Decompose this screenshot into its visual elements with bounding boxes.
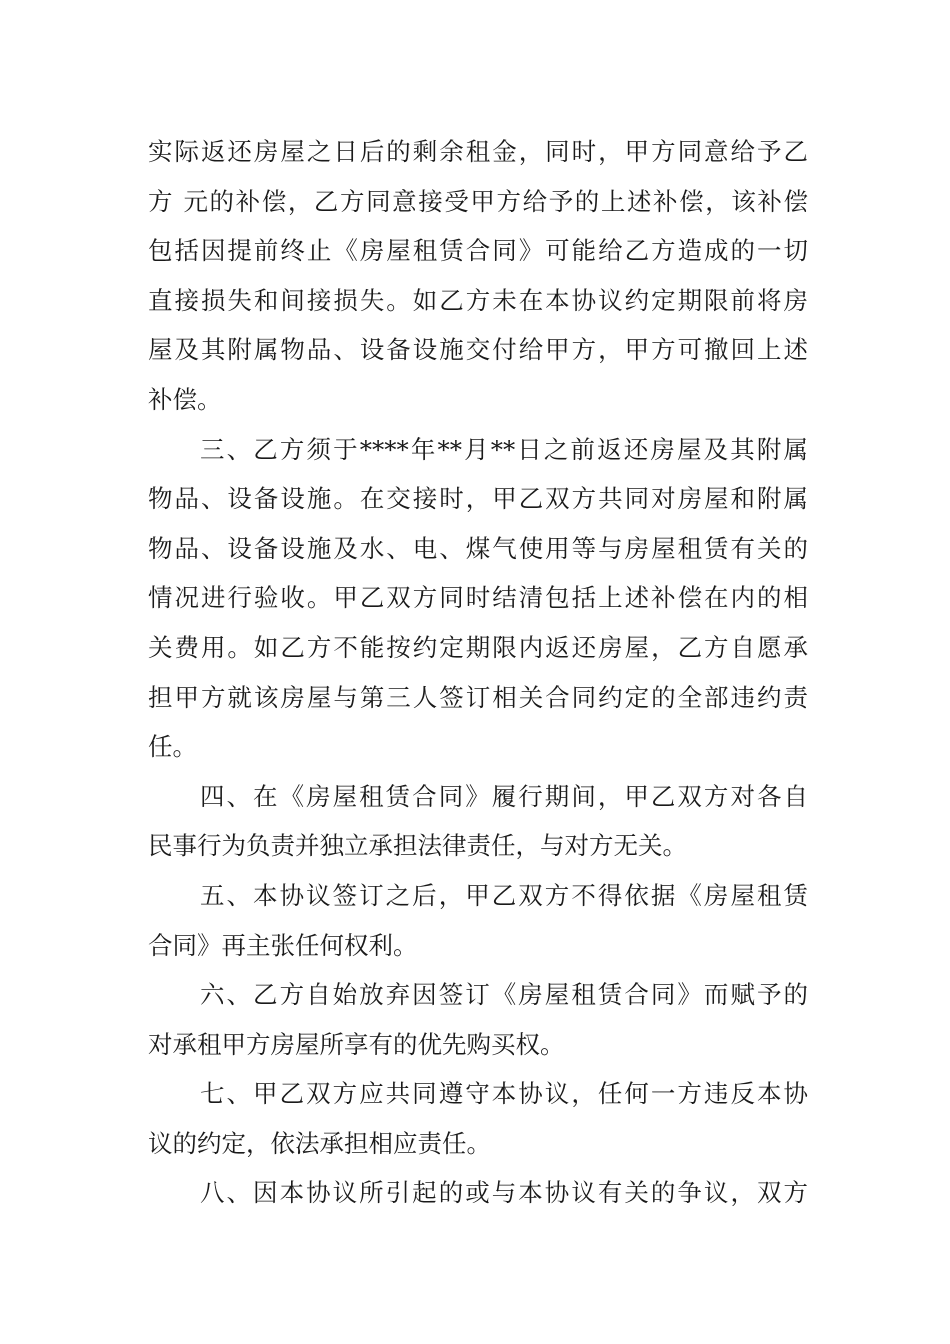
text-line: 任。 bbox=[148, 732, 197, 762]
text-line: 三、乙方须于****年**月**日之前返还房屋及其附属 bbox=[200, 434, 808, 464]
text-line: 屋及其附属物品、设备设施交付给甲方，甲方可撤回上述 bbox=[148, 335, 808, 365]
text-line: 六、乙方自始放弃因签订《房屋租赁合同》而赋予的 bbox=[200, 980, 808, 1010]
text-line: 民事行为负责并独立承担法律责任，与对方无关。 bbox=[148, 831, 687, 861]
text-line: 补偿。 bbox=[148, 384, 222, 414]
text-line: 情况进行验收。甲乙双方同时结清包括上述补偿在内的相 bbox=[148, 583, 808, 613]
text-line: 七、甲乙双方应共同遵守本协议，任何一方违反本协 bbox=[200, 1079, 808, 1109]
text-line: 担甲方就该房屋与第三人签订相关合同约定的全部违约责 bbox=[148, 682, 808, 712]
text-line: 物品、设备设施。在交接时，甲乙双方共同对房屋和附属 bbox=[148, 484, 808, 514]
text-line: 八、因本协议所引起的或与本协议有关的争议，双方 bbox=[200, 1178, 808, 1208]
text-line: 直接损失和间接损失。如乙方未在本协议约定期限前将房 bbox=[148, 285, 808, 315]
document-body bbox=[148, 127, 808, 1218]
text-line: 关费用。如乙方不能按约定期限内返还房屋，乙方自愿承 bbox=[148, 632, 808, 662]
text-line: 物品、设备设施及水、电、煤气使用等与房屋租赁有关的 bbox=[148, 533, 808, 563]
text-line: 五、本协议签订之后，甲乙双方不得依据《房屋租赁 bbox=[200, 880, 808, 910]
text-line: 包括因提前终止《房屋租赁合同》可能给乙方造成的一切 bbox=[148, 236, 808, 266]
text-line: 合同》再主张任何权利。 bbox=[148, 930, 418, 960]
text-line: 议的约定，依法承担相应责任。 bbox=[148, 1128, 491, 1158]
text-line: 实际返还房屋之日后的剩余租金，同时，甲方同意给予乙 bbox=[148, 137, 808, 166]
text-line: 对承租甲方房屋所享有的优先购买权。 bbox=[148, 1029, 565, 1059]
text-line: 四、在《房屋租赁合同》履行期间，甲乙双方对各自 bbox=[200, 781, 808, 811]
text-line: 方 元的补偿，乙方同意接受甲方给予的上述补偿，该补偿 bbox=[148, 186, 808, 216]
